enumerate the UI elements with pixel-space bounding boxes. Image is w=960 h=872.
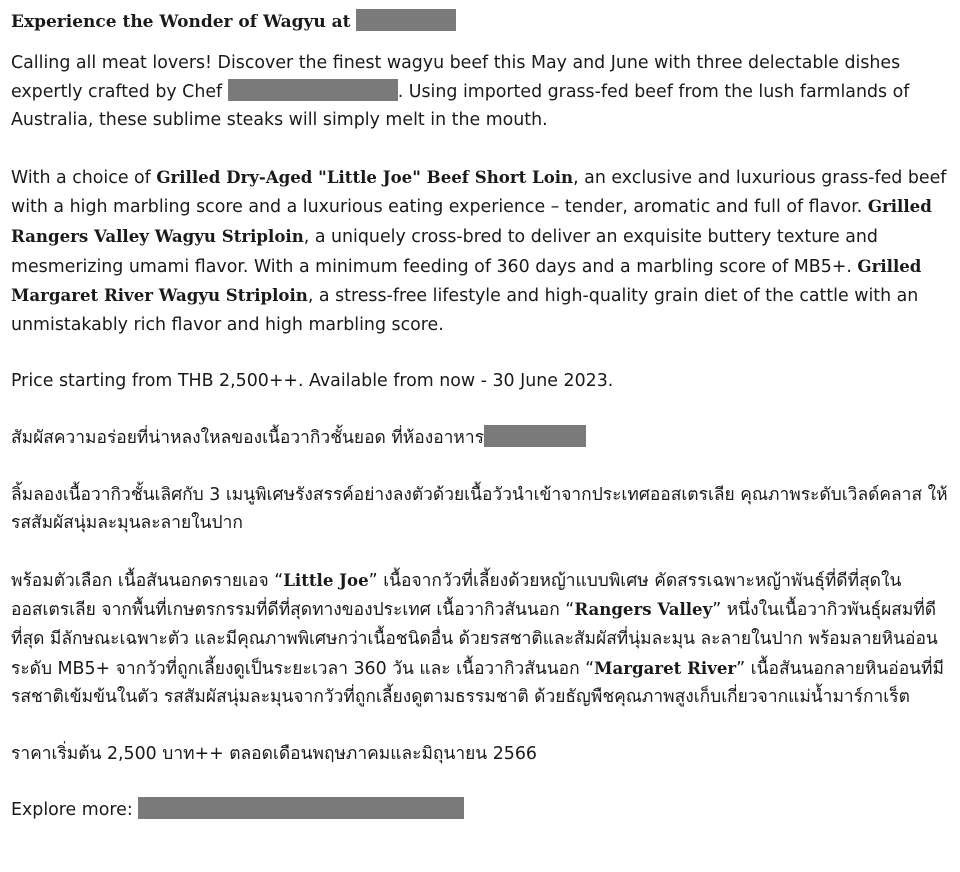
thai-dish-name-margaret-river: Margaret River <box>594 657 737 678</box>
price-th: ราคาเริ่มต้น 2,500 บาท++ ตลอดเดือนพฤษภาคมและมิถุนายน 2566 <box>11 743 537 764</box>
thai-dishes-paragraph <box>11 566 951 712</box>
article-heading <box>11 8 951 36</box>
redacted-chef-name <box>228 79 398 101</box>
article <box>11 8 951 853</box>
explore-more <box>11 796 951 825</box>
explore-label: Explore more: <box>11 800 139 821</box>
redacted-explore-link[interactable] <box>138 797 464 819</box>
redacted-thai-venue-name <box>484 425 586 447</box>
dishes-paragraph <box>11 163 951 340</box>
thai-heading <box>11 424 951 453</box>
thai-dishes-part3: ” หนึ่งในเนื้อวากิวพันธุ์ผสมที่ดีที่สุด มีลักษณะเฉพาะตัว และมีคุณภาพพิเศษกว่าเนื้อชนิดอื่น ด้วยรสชาติและสัมผัสที่นุ่มละมุน ละลายในปาก พร้อมลายหินอ่อนระดับ MB5+ จากวัวที่ถูกเลี้ยงดูเป็นระยะเวลา 360 วัน และ เนื้อวากิวสันนอก “ <box>11 600 938 679</box>
dishes-lead: With a choice of <box>11 167 157 188</box>
dish-desc-margaret-river: , a stress-free lifestyle and high-quality grain diet of the cattle with an unmistakably rich flavor and high marbling score. <box>11 286 919 335</box>
thai-dishes-part1: พร้อมตัวเลือก เนื้อสันนอกดรายเอจ “ <box>11 570 284 591</box>
thai-dishes-part4: ” เนื้อสันนอกลายหินอ่อนที่มีรสชาติเข้มข้นในตัว รสสัมผัสนุ่มละมุนจากวัวที่ถูกเลี้ยงดูตามธรรมชาติ ด้วยธัญพืชคุณภาพสูงเก็บเกี่ยวจากแม่น้ำมาร์กาเร็ต <box>11 658 944 708</box>
redacted-venue-name <box>356 9 456 31</box>
dish-name-margaret-river: Grilled Margaret River Wagyu Striploin <box>11 255 922 306</box>
dish-name-rangers-valley: Grilled Rangers Valley Wagyu Striploin <box>11 196 932 246</box>
thai-dish-name-rangers-valley: Rangers Valley <box>574 599 713 620</box>
price-en: Price starting from THB 2,500++. Available from now - 30 June 2023. <box>11 371 614 392</box>
dish-name-little-joe: Grilled Dry-Aged "Little Joe" Beef Short Loin <box>156 166 574 187</box>
dish-desc-rangers-valley: , a uniquely cross-bred to deliver an exquisite buttery texture and mesmerizing umami flavor. With a minimum feeding of 360 days and a marbling score of MB5+. <box>11 226 878 277</box>
heading-text: Experience the Wonder of Wagyu at <box>11 12 351 32</box>
dish-desc-little-joe: , an exclusive and luxurious grass-fed beef with a high marbling score and a luxurious eating experience – tender, aromatic and full of flavor. <box>11 167 947 218</box>
thai-intro: ลิ้มลองเนื้อวากิวชั้นเลิศกับ 3 เมนูพิเศษรังสรรค์อย่างลงตัวด้วยเนื้อวัวนำเข้าจากประเทศออสเตรเลีย คุณภาพระดับเวิลด์คลาส ให้รสสัมผัสนุ่มละมุนละลายในปาก <box>11 484 948 534</box>
thai-dishes-part2: ” เนื้อจากวัวที่เลี้ยงด้วยหญ้าแบบพิเศษ คัดสรรเฉพาะหญ้าพันธุ์ที่ดีที่สุดในออสเตรเลีย จากพื้นที่เกษตรกรรมที่ดีที่สุดทางของประเทศ เนื้อวากิวสันนอก “ <box>11 570 902 621</box>
intro-text-end: . Using imported grass-fed beef from the lush farmlands of Australia, these sublime steaks will simply melt in the mouth. <box>11 81 910 131</box>
thai-heading-text: สัมผัสความอร่อยที่น่าหลงใหลของเนื้อวากิวชั้นยอด ที่ห้องอาหาร <box>11 427 484 448</box>
intro-paragraph <box>11 49 951 135</box>
intro-text-start: Calling all meat lovers! Discover the finest wagyu beef this May and June with three delectable dishes expertly crafted by Chef <box>11 53 901 102</box>
thai-dish-name-little-joe: Little Joe <box>283 569 369 590</box>
